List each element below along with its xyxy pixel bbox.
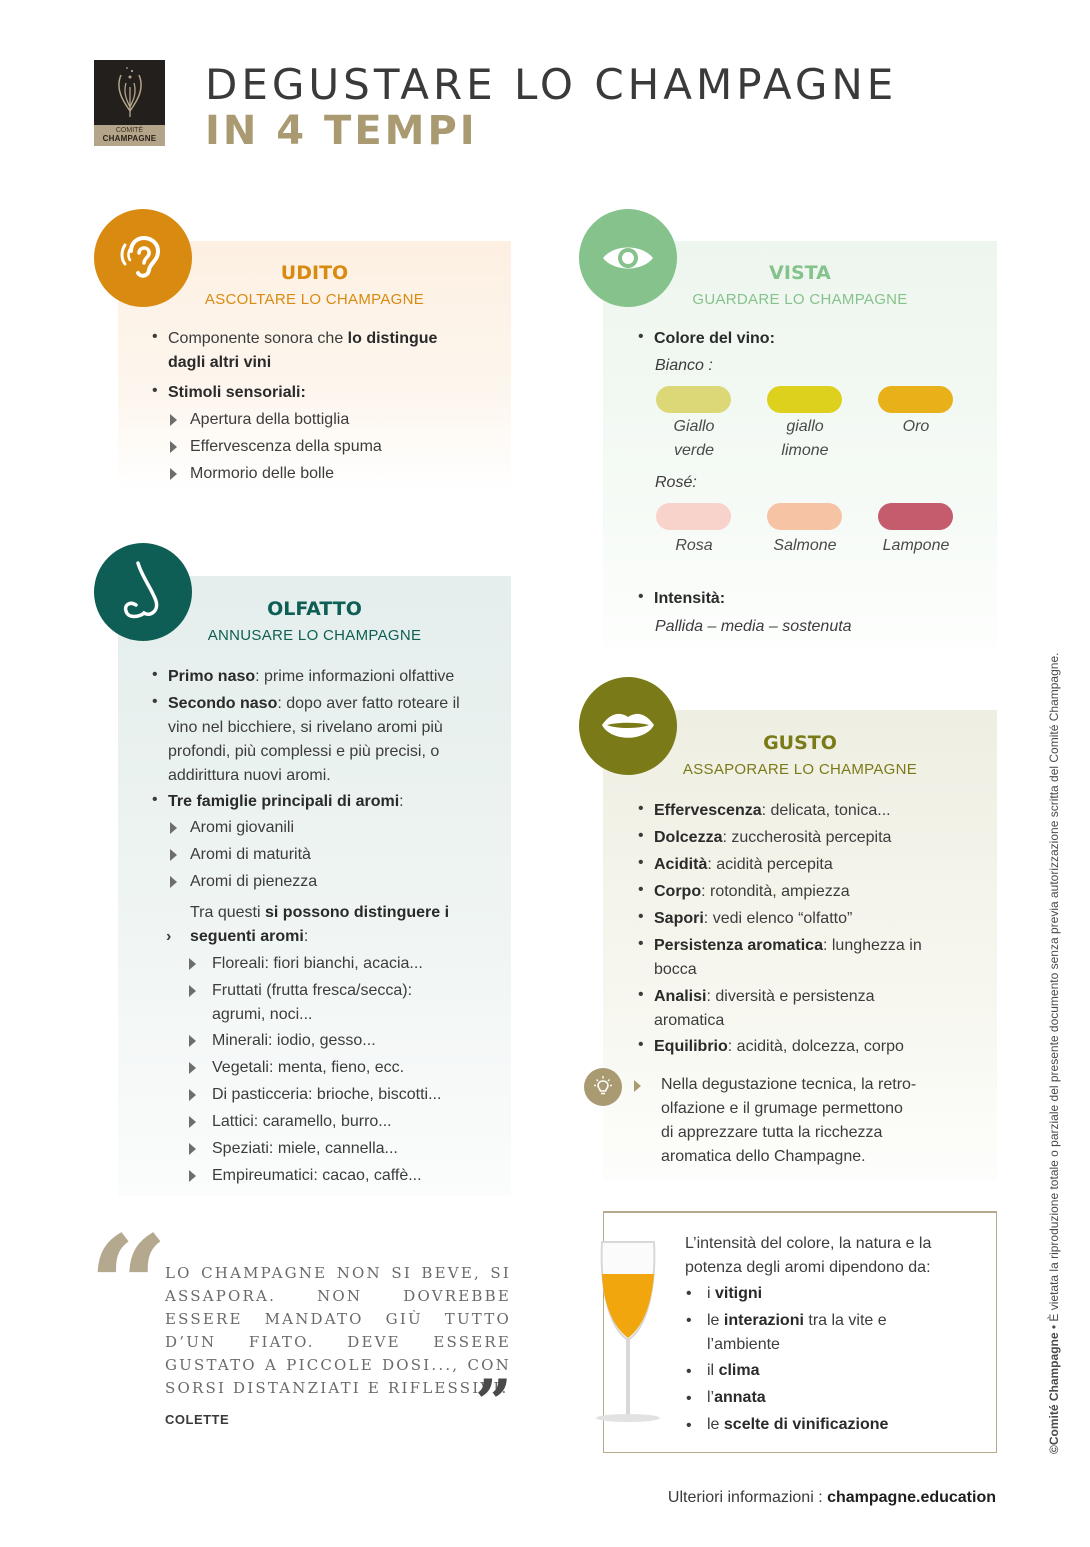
color-swatch-rosa <box>656 503 731 530</box>
bullet-dot: • <box>638 908 644 925</box>
olfatto-subtitle: ANNUSARE LO CHAMPAGNE <box>207 627 422 644</box>
comite-champagne-logo <box>94 60 165 146</box>
bullet-dot: • <box>638 881 644 898</box>
aroma-item: Minerali: iodio, gesso... <box>212 1032 376 1049</box>
bullet-dot: • <box>638 986 644 1003</box>
info-box-top-border <box>603 1211 997 1213</box>
lightbulb-icon <box>584 1068 622 1106</box>
bullet-dot: • <box>152 666 158 683</box>
gusto-item: Sapori: vedi elenco “olfatto” <box>654 910 853 927</box>
vista-subtitle: GUARDARE LO CHAMPAGNE <box>692 291 908 308</box>
aroma-family: Aromi di pienezza <box>190 873 318 890</box>
open-quote-mark: “ <box>88 1206 169 1370</box>
arrow-icon <box>170 876 177 888</box>
page-subtitle: IN 4 TEMPI <box>205 108 478 154</box>
aroma-item: agrumi, noci... <box>212 1006 313 1023</box>
page-title: DEGUSTARE LO CHAMPAGNE <box>205 60 898 109</box>
color-swatch-oro <box>878 386 953 413</box>
champagne-glass-icon <box>590 1238 666 1428</box>
arrow-icon <box>189 1062 196 1074</box>
color-swatch-lampone <box>878 503 953 530</box>
color-label: Salmone <box>773 537 837 554</box>
gusto-item: Dolcezza: zuccherosità percepita <box>654 829 892 846</box>
gusto-item: Corpo: rotondità, ampiezza <box>654 883 850 900</box>
info-box-item: le scelte di vinificazione <box>707 1416 889 1433</box>
bullet-dot: • <box>638 588 644 605</box>
bullet-dot: • <box>638 854 644 871</box>
olfatto-bullet-3: Tre famiglie principali di aromi: <box>168 793 404 810</box>
bullet-dot: • <box>638 1036 644 1053</box>
olfatto-title: OLFATTO <box>267 598 362 620</box>
arrow-icon <box>170 441 177 453</box>
chevron-right-icon: › <box>166 928 172 945</box>
bullet-dot: • <box>638 935 644 952</box>
udito-item: Apertura della bottiglia <box>190 411 350 428</box>
gusto-subtitle: ASSAPORARE LO CHAMPAGNE <box>682 761 918 778</box>
olfatto-bullet-2: Secondo naso: dopo aver fatto roteare il vino nel bicchiere, si rivelano aromi più profondi, più complessi e più precisi, o addirittura nuovi aromi. <box>168 695 460 784</box>
olfatto-bullet-1: Primo naso: prime informazioni olfattive <box>168 668 455 685</box>
arrow-icon <box>189 1035 196 1047</box>
color-swatch-salmone <box>767 503 842 530</box>
bullet-dot: • <box>686 1363 692 1380</box>
bullet-dot: • <box>152 382 158 399</box>
udito-bullet-1: Componente sonora che lo distingue dagli altri vini <box>168 330 438 371</box>
aroma-family: Aromi giovanili <box>190 819 295 836</box>
gusto-item: Persistenza aromatica: lunghezza in bocca <box>654 937 922 978</box>
arrow-icon <box>170 822 177 834</box>
aroma-item: Empireumatici: cacao, caffè... <box>212 1167 422 1184</box>
arrow-icon <box>170 414 177 426</box>
color-swatch-giallo-limone <box>767 386 842 413</box>
arrow-icon <box>189 1170 196 1182</box>
copyright-notice: ©Comité Champagne • È vietata la riproduzione totale o parziale del presente documento senza previa autorizzazione scritta del Comité Champagne. <box>1047 652 1061 1454</box>
gusto-item: Effervescenza: delicata, tonica... <box>654 802 891 819</box>
aroma-item: Speziati: miele, cannella... <box>212 1140 398 1157</box>
footer-info: Ulteriori informazioni : champagne.education <box>667 1489 996 1506</box>
vista-bianco-label: Bianco : <box>655 357 713 374</box>
bullet-dot: • <box>152 791 158 808</box>
arrow-icon <box>634 1080 641 1092</box>
info-box-item: l’annata <box>707 1389 766 1406</box>
arrow-icon <box>170 468 177 480</box>
aroma-family: Aromi di maturità <box>190 846 311 863</box>
bullet-dot: • <box>686 1285 692 1302</box>
udito-subtitle: ASCOLTARE LO CHAMPAGNE <box>204 291 425 308</box>
color-label: giallo limone <box>781 418 829 459</box>
close-quote-mark: ” <box>475 1366 512 1441</box>
udito-item: Mormorio delle bolle <box>190 465 335 482</box>
footer-link[interactable]: champagne.education <box>827 1489 996 1506</box>
color-label: Oro <box>902 418 930 435</box>
bullet-dot: • <box>686 1417 692 1434</box>
color-swatch-giallo-verde <box>656 386 731 413</box>
gusto-item: Equilibrio: acidità, dolcezza, corpo <box>654 1038 904 1055</box>
arrow-icon <box>189 958 196 970</box>
bullet-dot: • <box>686 1390 692 1407</box>
bullet-dot: • <box>638 827 644 844</box>
gusto-tip: Nella degustazione tecnica, la retro- olfazione e il grumage permettono di apprezzare tutta la ricchezza aromatica dello Champagne. <box>661 1076 917 1165</box>
aroma-item: Di pasticceria: brioche, biscotti... <box>212 1086 442 1103</box>
aroma-item: Fruttati (frutta fresca/secca): <box>212 982 413 999</box>
champagne-bubbles-icon <box>111 65 149 121</box>
bullet-dot: • <box>152 693 158 710</box>
info-box-item: i vitigni <box>707 1285 763 1302</box>
udito-bullet-2: Stimoli sensoriali: <box>168 384 306 401</box>
quote-text: LO CHAMPAGNE NON SI BEVE, SI ASSAPORA. NON DOVREBBE ESSERE MANDATO GIÙ TUTTO D’UN FIATO. DEVE ESSERE GUSTATO A PICCOLE DOSI..., CON SORSI DISTANZIATI E RIFLESSIVI. <box>165 1264 511 1397</box>
color-label: Lampone <box>882 537 950 554</box>
gusto-item: Acidità: acidità percepita <box>654 856 833 873</box>
vista-title: VISTA <box>769 262 831 284</box>
color-label: Rosa <box>675 537 713 554</box>
arrow-icon <box>189 1143 196 1155</box>
info-box-intro: L’intensità del colore, la natura e la potenza degli aromi dipendono da: <box>685 1235 932 1276</box>
arrow-icon <box>170 849 177 861</box>
gusto-item: Analisi: diversità e persistenza aromatica <box>654 988 875 1029</box>
info-box-item: il clima <box>707 1362 760 1379</box>
olfatto-subheading: Tra questi si possono distinguere i seguenti aromi: <box>190 904 450 945</box>
aroma-item: Vegetali: menta, fieno, ecc. <box>212 1059 405 1076</box>
quote-author: COLETTE <box>165 1412 230 1427</box>
bullet-dot: • <box>638 800 644 817</box>
udito-item: Effervescenza della spuma <box>190 438 382 455</box>
arrow-icon <box>189 1089 196 1101</box>
vista-intensita: Pallida – media – sostenuta <box>655 618 852 635</box>
bullet-dot: • <box>686 1312 692 1329</box>
info-box-item: le interazioni tra la vite e l’ambiente <box>707 1312 887 1353</box>
arrow-icon <box>189 985 196 997</box>
bullet-dot: • <box>152 328 158 345</box>
vista-bullet-1: Colore del vino: <box>654 330 775 347</box>
logo-text-1: COMITÉ <box>115 127 144 134</box>
aroma-item: Floreali: fiori bianchi, acacia... <box>212 955 423 972</box>
vista-bullet-2: Intensità: <box>654 590 726 607</box>
color-label: Giallo verde <box>673 418 715 459</box>
arrow-icon <box>189 1116 196 1128</box>
udito-title: UDITO <box>280 262 349 284</box>
aroma-item: Lattici: caramello, burro... <box>212 1113 392 1130</box>
bullet-dot: • <box>638 328 644 345</box>
gusto-title: GUSTO <box>763 732 837 754</box>
vista-rose-label: Rosé: <box>655 474 697 491</box>
logo-text-2: CHAMPAGNE <box>102 134 157 143</box>
